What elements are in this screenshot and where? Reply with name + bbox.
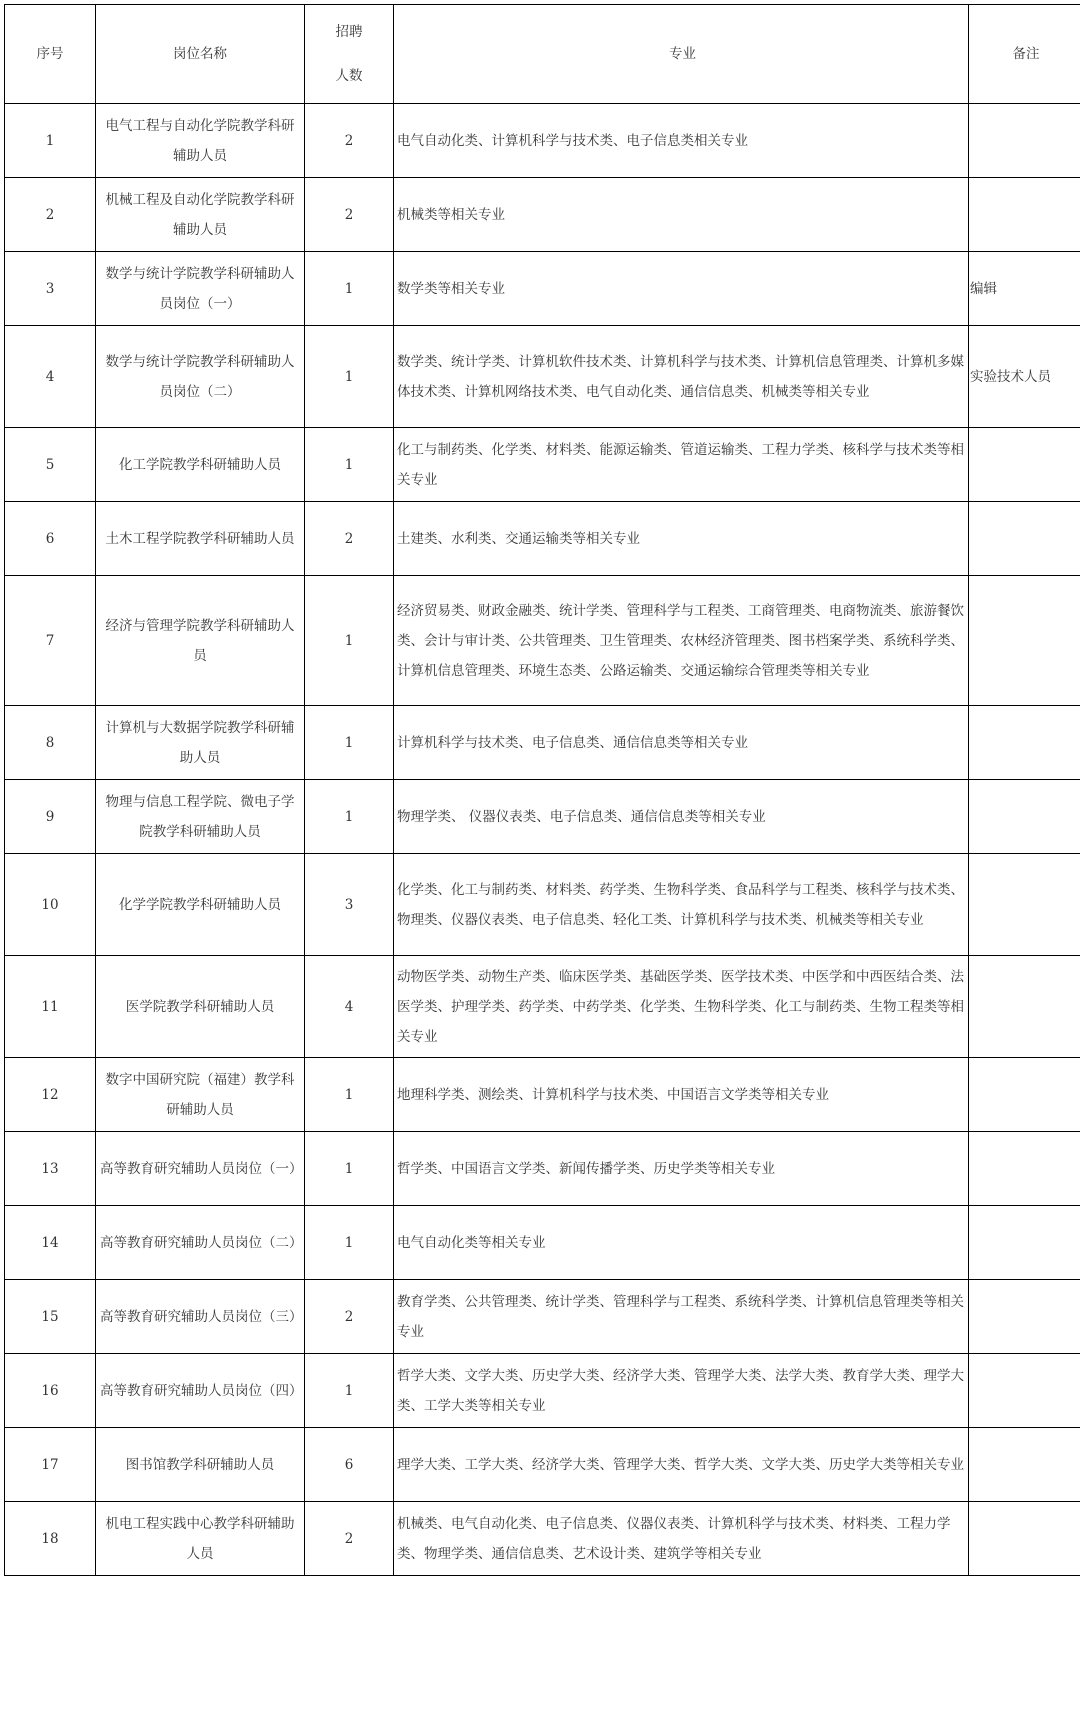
- headcount: 1: [305, 1132, 394, 1206]
- position-name: 化学学院教学科研辅助人员: [96, 854, 305, 956]
- headcount: 3: [305, 854, 394, 956]
- headcount: 1: [305, 576, 394, 706]
- position-name: 数学与统计学院教学科研辅助人员岗位（一）: [96, 252, 305, 326]
- row-number: 4: [5, 326, 96, 428]
- position-name: 数学与统计学院教学科研辅助人员岗位（二）: [96, 326, 305, 428]
- note: [969, 502, 1080, 576]
- table-row: [5, 428, 1080, 502]
- note: [969, 706, 1080, 780]
- note: [969, 428, 1080, 502]
- major-requirements: 化学类、化工与制药类、材料类、药学类、生物科学类、食品科学与工程类、核科学与技术类、物理类、仪器仪表类、电子信息类、轻化工类、计算机科学与技术类、机械类等相关专业: [394, 854, 969, 956]
- row-number: 11: [5, 956, 96, 1058]
- major-requirements: 电气自动化类等相关专业: [394, 1206, 969, 1280]
- position-name: 高等教育研究辅助人员岗位（四）: [96, 1354, 305, 1428]
- position-name: 数字中国研究院（福建）教学科研辅助人员: [96, 1058, 305, 1132]
- note: [969, 178, 1080, 252]
- table-row: [5, 252, 1080, 326]
- position-name: 医学院教学科研辅助人员: [96, 956, 305, 1058]
- table-row: [5, 1280, 1080, 1354]
- note: [969, 1428, 1080, 1502]
- row-number: 12: [5, 1058, 96, 1132]
- table-row: [5, 1206, 1080, 1280]
- headcount: 1: [305, 1058, 394, 1132]
- table-row: [5, 502, 1080, 576]
- row-number: 17: [5, 1428, 96, 1502]
- note: 实验技术人员: [969, 326, 1080, 428]
- major-requirements: 地理科学类、测绘类、计算机科学与技术类、中国语言文学类等相关专业: [394, 1058, 969, 1132]
- major-requirements: 经济贸易类、财政金融类、统计学类、管理科学与工程类、工商管理类、电商物流类、旅游餐饮类、会计与审计类、公共管理类、卫生管理类、农林经济管理类、图书档案学类、系统科学类、计算机信息管理类、环境生态类、公路运输类、交通运输综合管理类等相关专业: [394, 576, 969, 706]
- table-row: [5, 1502, 1080, 1576]
- note: 编辑: [969, 252, 1080, 326]
- header-position-name: 岗位名称: [96, 5, 305, 104]
- table-row: [5, 706, 1080, 780]
- table-row: [5, 956, 1080, 1058]
- table-row: [5, 1354, 1080, 1428]
- note: [969, 854, 1080, 956]
- table-row: [5, 1132, 1080, 1206]
- position-name: 高等教育研究辅助人员岗位（二）: [96, 1206, 305, 1280]
- major-requirements: 机械类等相关专业: [394, 178, 969, 252]
- headcount: 1: [305, 706, 394, 780]
- header-headcount-line2: 人数: [335, 68, 363, 84]
- recruitment-table: [4, 4, 1080, 1576]
- headcount: 1: [305, 780, 394, 854]
- position-name: 图书馆教学科研辅助人员: [96, 1428, 305, 1502]
- table-header-row: [5, 5, 1080, 104]
- headcount: 6: [305, 1428, 394, 1502]
- table-row: [5, 1058, 1080, 1132]
- major-requirements: 电气自动化类、计算机科学与技术类、电子信息类相关专业: [394, 104, 969, 178]
- table-row: [5, 178, 1080, 252]
- table-row: [5, 780, 1080, 854]
- header-headcount-line1: 招聘: [335, 24, 363, 40]
- headcount: 2: [305, 1280, 394, 1354]
- header-note: 备注: [969, 5, 1080, 104]
- row-number: 18: [5, 1502, 96, 1576]
- headcount: 4: [305, 956, 394, 1058]
- headcount: 1: [305, 252, 394, 326]
- position-name: 高等教育研究辅助人员岗位（三）: [96, 1280, 305, 1354]
- major-requirements: 哲学类、中国语言文学类、新闻传播学类、历史学类等相关专业: [394, 1132, 969, 1206]
- major-requirements: 数学类等相关专业: [394, 252, 969, 326]
- note: [969, 1058, 1080, 1132]
- major-requirements: 动物医学类、动物生产类、临床医学类、基础医学类、医学技术类、中医学和中西医结合类、法医学类、护理学类、药学类、中药学类、化学类、生物科学类、化工与制药类、生物工程类等相关专业: [394, 956, 969, 1058]
- header-major: 专业: [394, 5, 969, 104]
- position-name: 土木工程学院教学科研辅助人员: [96, 502, 305, 576]
- position-name: 机电工程实践中心教学科研辅助人员: [96, 1502, 305, 1576]
- note: [969, 956, 1080, 1058]
- major-requirements: 物理学类、 仪器仪表类、电子信息类、通信信息类等相关专业: [394, 780, 969, 854]
- table-body: [5, 104, 1080, 1576]
- major-requirements: 土建类、水利类、交通运输类等相关专业: [394, 502, 969, 576]
- header-no: 序号: [5, 5, 96, 104]
- note: [969, 1132, 1080, 1206]
- table-row: [5, 104, 1080, 178]
- row-number: 2: [5, 178, 96, 252]
- note: [969, 1206, 1080, 1280]
- major-requirements: 机械类、电气自动化类、电子信息类、仪器仪表类、计算机科学与技术类、材料类、工程力学类、物理学类、通信信息类、艺术设计类、建筑学等相关专业: [394, 1502, 969, 1576]
- position-name: 计算机与大数据学院教学科研辅助人员: [96, 706, 305, 780]
- row-number: 13: [5, 1132, 96, 1206]
- major-requirements: 理学大类、工学大类、经济学大类、管理学大类、哲学大类、文学大类、历史学大类等相关专业: [394, 1428, 969, 1502]
- row-number: 3: [5, 252, 96, 326]
- row-number: 15: [5, 1280, 96, 1354]
- row-number: 16: [5, 1354, 96, 1428]
- position-name: 高等教育研究辅助人员岗位（一）: [96, 1132, 305, 1206]
- headcount: 1: [305, 326, 394, 428]
- major-requirements: 化工与制药类、化学类、材料类、能源运输类、管道运输类、工程力学类、核科学与技术类等相关专业: [394, 428, 969, 502]
- headcount: 2: [305, 104, 394, 178]
- position-name: 机械工程及自动化学院教学科研辅助人员: [96, 178, 305, 252]
- note: [969, 576, 1080, 706]
- row-number: 7: [5, 576, 96, 706]
- note: [969, 1354, 1080, 1428]
- row-number: 6: [5, 502, 96, 576]
- note: [969, 104, 1080, 178]
- recruitment-table-wrapper: [4, 4, 1080, 1576]
- major-requirements: 哲学大类、文学大类、历史学大类、经济学大类、管理学大类、法学大类、教育学大类、理学大类、工学大类等相关专业: [394, 1354, 969, 1428]
- position-name: 物理与信息工程学院、微电子学院教学科研辅助人员: [96, 780, 305, 854]
- table-row: [5, 854, 1080, 956]
- headcount: 1: [305, 428, 394, 502]
- major-requirements: 计算机科学与技术类、电子信息类、通信信息类等相关专业: [394, 706, 969, 780]
- headcount: 2: [305, 502, 394, 576]
- row-number: 8: [5, 706, 96, 780]
- note: [969, 1280, 1080, 1354]
- row-number: 10: [5, 854, 96, 956]
- header-headcount: [305, 5, 394, 104]
- row-number: 9: [5, 780, 96, 854]
- note: [969, 780, 1080, 854]
- headcount: 2: [305, 1502, 394, 1576]
- position-name: 经济与管理学院教学科研辅助人员: [96, 576, 305, 706]
- major-requirements: 数学类、统计学类、计算机软件技术类、计算机科学与技术类、计算机信息管理类、计算机多媒体技术类、计算机网络技术类、电气自动化类、通信信息类、机械类等相关专业: [394, 326, 969, 428]
- major-requirements: 教育学类、公共管理类、统计学类、管理科学与工程类、系统科学类、计算机信息管理类等相关专业: [394, 1280, 969, 1354]
- note: [969, 1502, 1080, 1576]
- headcount: 2: [305, 178, 394, 252]
- row-number: 14: [5, 1206, 96, 1280]
- table-row: [5, 1428, 1080, 1502]
- position-name: 电气工程与自动化学院教学科研辅助人员: [96, 104, 305, 178]
- headcount: 1: [305, 1206, 394, 1280]
- position-name: 化工学院教学科研辅助人员: [96, 428, 305, 502]
- table-row: [5, 576, 1080, 706]
- headcount: 1: [305, 1354, 394, 1428]
- row-number: 1: [5, 104, 96, 178]
- table-row: [5, 326, 1080, 428]
- row-number: 5: [5, 428, 96, 502]
